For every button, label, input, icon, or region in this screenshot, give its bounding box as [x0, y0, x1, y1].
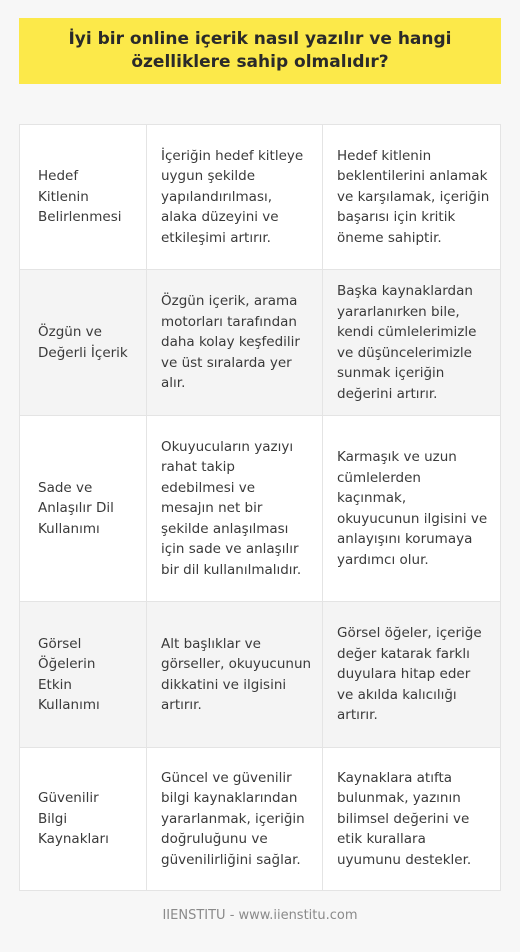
- title-banner: [19, 18, 501, 84]
- row-note: Görsel öğeler, içeriğe değer katarak farklı duyulara hitap eder ve akılda kalıcılığı artırır.: [322, 602, 500, 747]
- row-impact: Güncel ve güvenilir bilgi kaynaklarından yararlanmak, içeriğin doğruluğunu ve güvenilirliğini sağlar.: [146, 748, 322, 890]
- table-row: [20, 415, 500, 601]
- row-impact: Özgün içerik, arama motorları tarafından daha kolay keşfedilir ve üst sıralarda yer alır.: [146, 270, 322, 415]
- table-row: [20, 125, 500, 269]
- table-row: [20, 601, 500, 747]
- row-note: Başka kaynaklardan yararlanırken bile, kendi cümlelerimizle ve düşüncelerimizle sunmak içeriğin değerini artırır.: [322, 270, 500, 415]
- table-row: [20, 747, 500, 890]
- footer-credit: IIENSTITU - www.iienstitu.com: [162, 908, 358, 923]
- row-impact: Okuyucuların yazıyı rahat takip edebilmesi ve mesajın net bir şekilde anlaşılması için sade ve anlaşılır bir dil kullanılmalıdır.: [146, 416, 322, 601]
- row-impact: İçeriğin hedef kitleye uygun şekilde yapılandırılması, alaka düzeyini ve etkileşimi artırır.: [146, 125, 322, 269]
- row-label: Hedef Kitlenin Belirlenmesi: [38, 168, 122, 226]
- row-note: Hedef kitlenin beklentilerini anlamak ve karşılamak, içeriğin başarısı için kritik öneme sahiptir.: [322, 125, 500, 269]
- row-label: Görsel Öğelerin Etkin Kullanımı: [38, 635, 100, 713]
- row-note: Kaynaklara atıfta bulunmak, yazının bilimsel değerini ve etik kurallara uyumunu destekler.: [322, 748, 500, 890]
- row-label: Sade ve Anlaşılır Dil Kullanımı: [38, 479, 114, 537]
- row-label: Güvenilir Bilgi Kaynakları: [38, 790, 109, 848]
- row-note: Karmaşık ve uzun cümlelerden kaçınmak, okuyucunun ilgisini ve anlayışını korumaya yardımcı olur.: [322, 416, 500, 601]
- page-title: İyi bir online içerik nasıl yazılır ve hangi özelliklere sahip olmalıdır?: [68, 29, 452, 72]
- table-row: [20, 269, 500, 415]
- content-table: [19, 124, 501, 891]
- row-label: Özgün ve Değerli İçerik: [38, 324, 128, 361]
- row-impact: Alt başlıklar ve görseller, okuyucunun dikkatini ve ilgisini artırır.: [146, 602, 322, 747]
